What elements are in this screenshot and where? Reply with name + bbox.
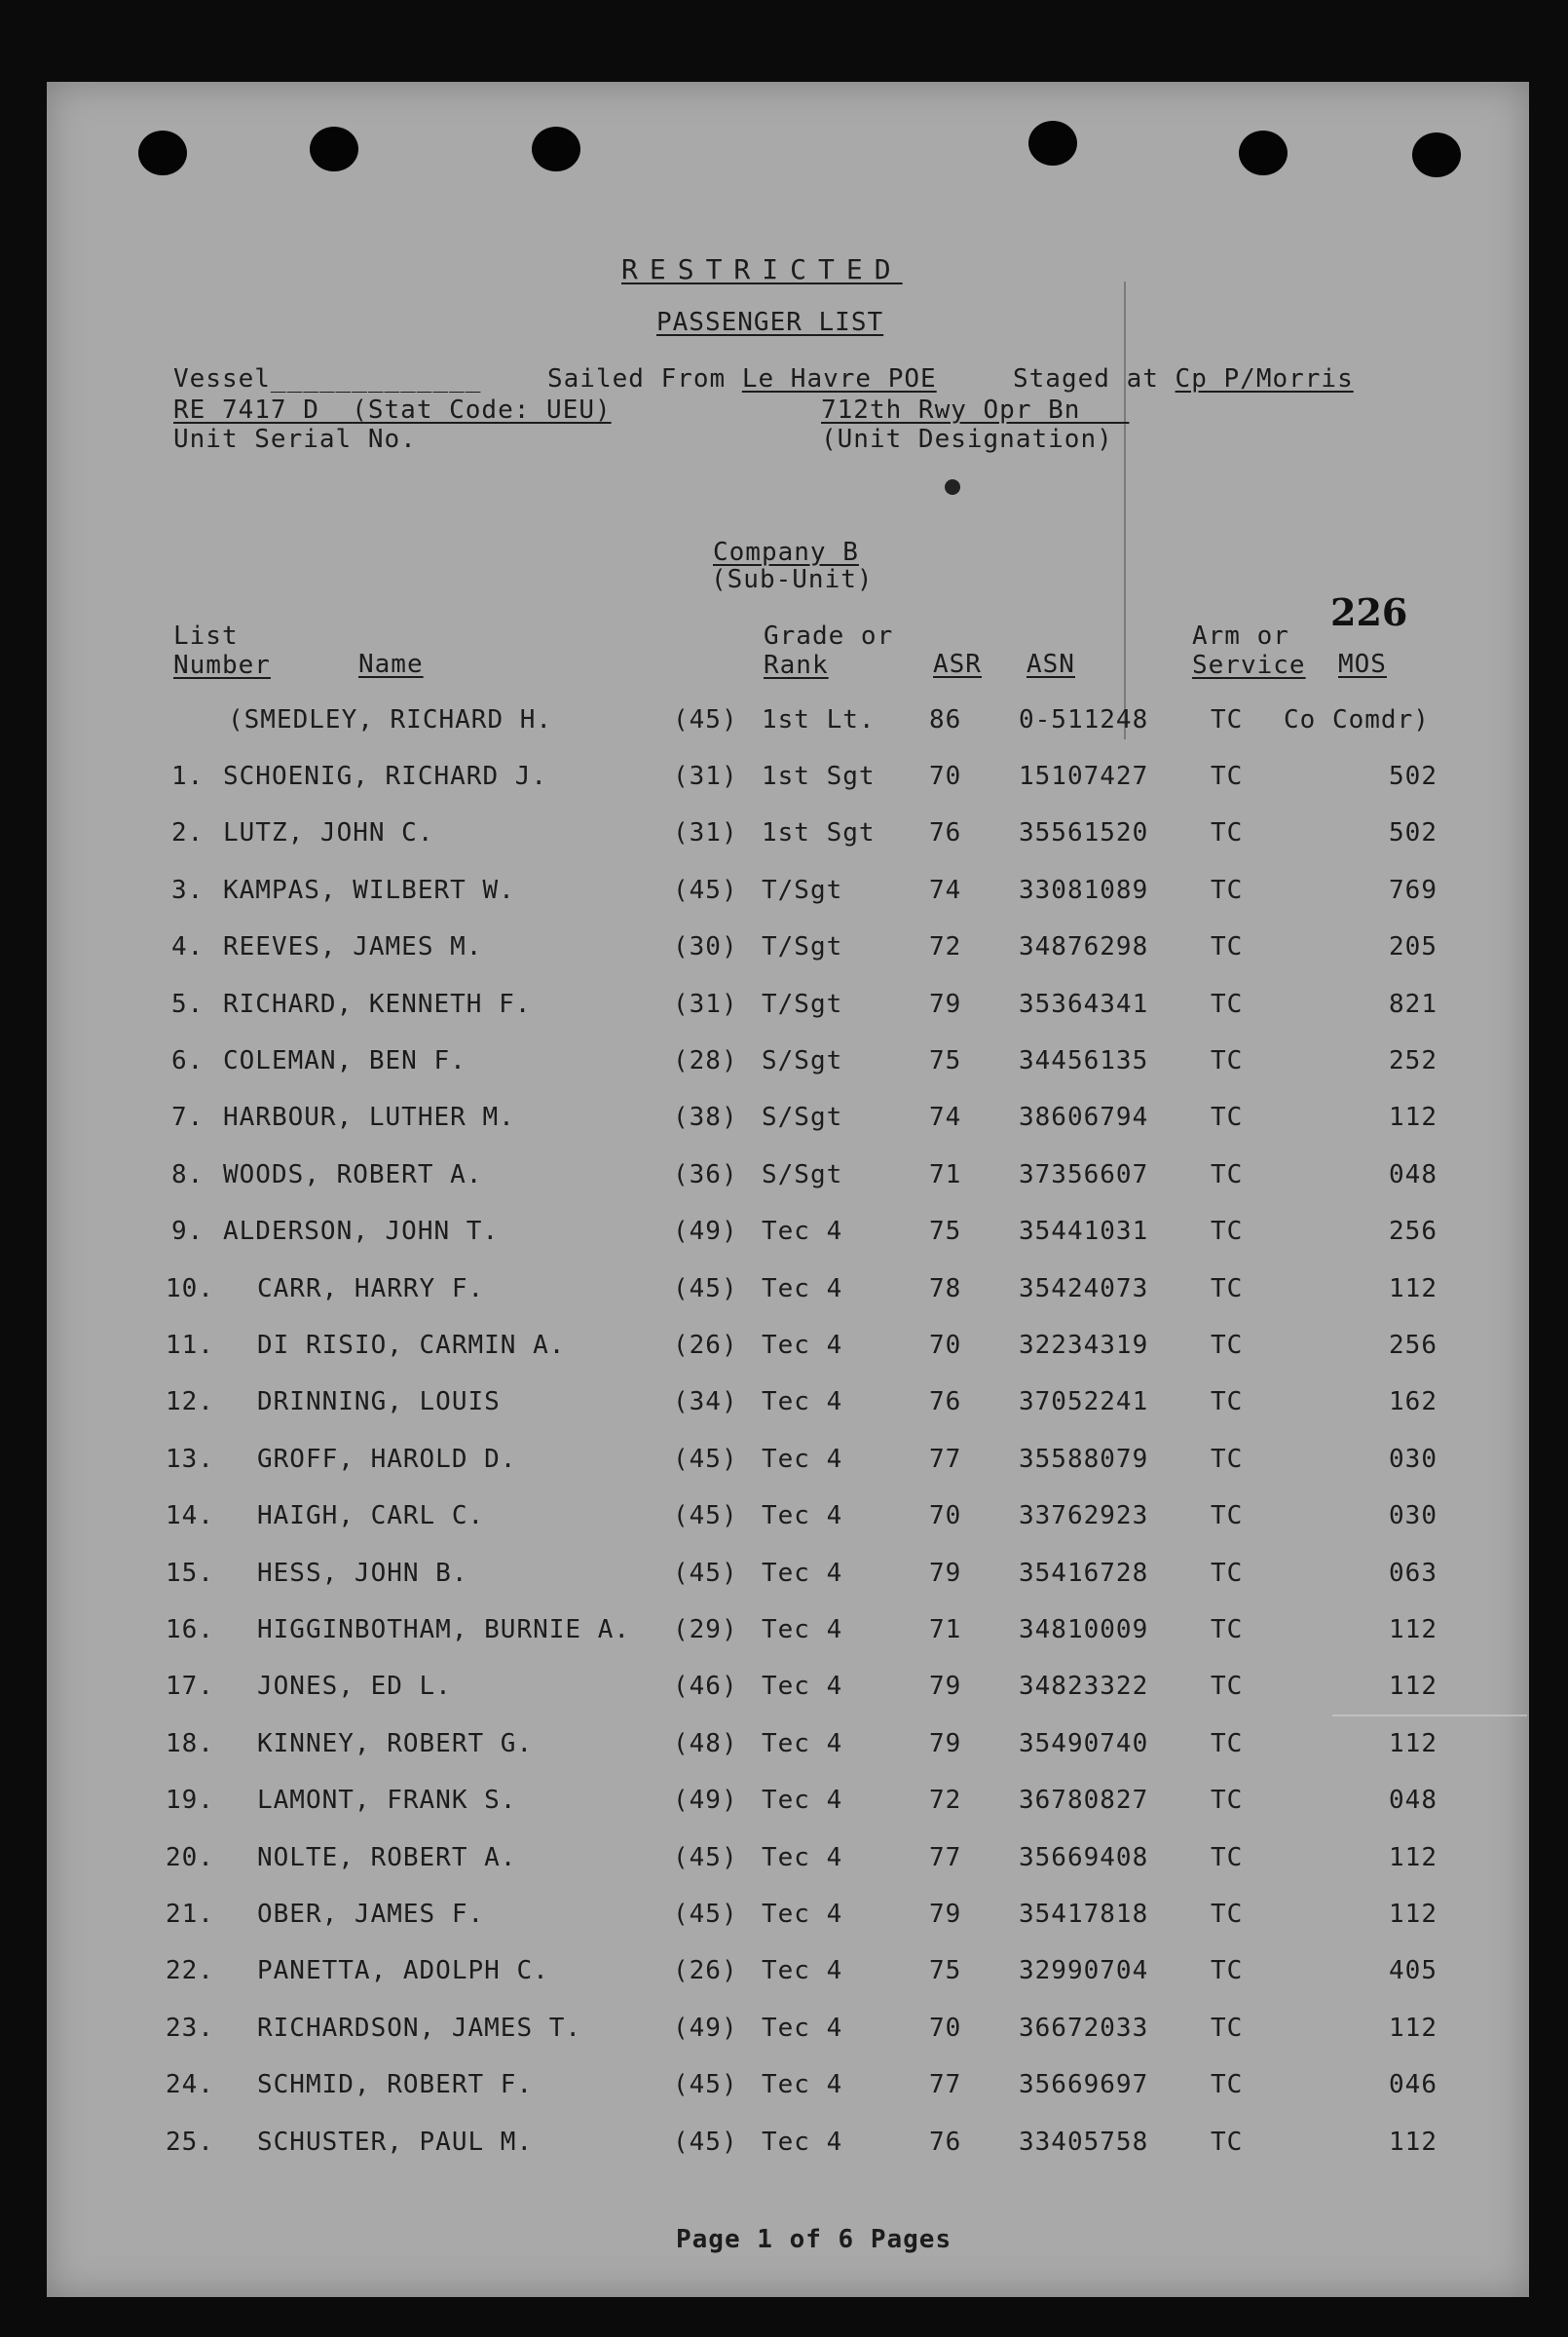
table-row bbox=[47, 1956, 1529, 1995]
row-grade: Tec 4 bbox=[762, 1331, 843, 1360]
row-asr: 78 bbox=[929, 1274, 962, 1303]
row-arm: TC bbox=[1211, 1900, 1244, 1929]
row-asr: 75 bbox=[929, 1956, 962, 1985]
row-name: LUTZ, JOHN C. bbox=[223, 818, 434, 848]
row-age: (49) bbox=[673, 2014, 738, 2043]
row-asn: 34823322 bbox=[1019, 1672, 1149, 1701]
row-arm: TC bbox=[1211, 1331, 1244, 1360]
punch-hole-5 bbox=[1239, 131, 1288, 175]
row-num: 23. bbox=[166, 2014, 214, 2043]
row-grade: Tec 4 bbox=[762, 1501, 843, 1530]
row-arm: TC bbox=[1211, 1672, 1244, 1701]
unit-designation-value: 712th Rwy Opr Bn___ bbox=[821, 396, 1130, 425]
row-asr: 76 bbox=[929, 2128, 962, 2157]
stamp-number: 226 bbox=[1330, 590, 1408, 634]
row-mos: 405 bbox=[1389, 1956, 1437, 1985]
col-list-number: List Number bbox=[173, 622, 271, 680]
row-grade: Tec 4 bbox=[762, 1615, 843, 1644]
table-row bbox=[47, 876, 1529, 915]
row-asn: 35669408 bbox=[1019, 1843, 1149, 1872]
col-asn: ASN bbox=[1027, 650, 1075, 679]
row-grade: 1st Lt. bbox=[762, 705, 876, 735]
table-row bbox=[47, 2014, 1529, 2053]
row-grade: Tec 4 bbox=[762, 2128, 843, 2157]
row-asn: 33405758 bbox=[1019, 2128, 1149, 2157]
row-name: KINNEY, ROBERT G. bbox=[257, 1729, 534, 1758]
document-subtitle: PASSENGER LIST bbox=[656, 308, 884, 337]
row-name: CARR, HARRY F. bbox=[257, 1274, 485, 1303]
row-asn: 35490740 bbox=[1019, 1729, 1149, 1758]
unit-serial-label: Unit Serial No. bbox=[173, 425, 417, 454]
row-grade: T/Sgt bbox=[762, 932, 843, 961]
punch-hole-3 bbox=[532, 127, 580, 171]
row-asn: 36672033 bbox=[1019, 2014, 1149, 2043]
row-mos: 821 bbox=[1389, 990, 1437, 1019]
table-row bbox=[47, 818, 1529, 857]
row-arm: TC bbox=[1211, 990, 1244, 1019]
row-grade: Tec 4 bbox=[762, 1217, 843, 1246]
row-num: 13. bbox=[166, 1445, 214, 1474]
row-num: 4. bbox=[171, 932, 205, 961]
row-mos: 112 bbox=[1389, 2014, 1437, 2043]
row-num: 6. bbox=[171, 1046, 205, 1075]
row-num: 10. bbox=[166, 1274, 214, 1303]
row-arm: TC bbox=[1211, 1274, 1244, 1303]
row-grade: Tec 4 bbox=[762, 1900, 843, 1929]
row-age: (31) bbox=[673, 762, 738, 791]
row-mos: 769 bbox=[1389, 876, 1437, 905]
row-age: (45) bbox=[673, 1274, 738, 1303]
row-grade: Tec 4 bbox=[762, 2014, 843, 2043]
row-asn: 33762923 bbox=[1019, 1501, 1149, 1530]
row-grade: Tec 4 bbox=[762, 1445, 843, 1474]
row-num: 25. bbox=[166, 2128, 214, 2157]
punch-hole-6 bbox=[1412, 132, 1461, 177]
row-age: (45) bbox=[673, 1501, 738, 1530]
fold-crease-horizontal bbox=[1332, 1715, 1527, 1716]
row-name: DRINNING, LOUIS bbox=[257, 1387, 501, 1416]
row-asr: 70 bbox=[929, 1331, 962, 1360]
row-asr: 70 bbox=[929, 762, 962, 791]
row-mos: 112 bbox=[1389, 1672, 1437, 1701]
row-asn: 15107427 bbox=[1019, 762, 1149, 791]
table-row bbox=[47, 1217, 1529, 1256]
row-asn: 33081089 bbox=[1019, 876, 1149, 905]
row-grade: Tec 4 bbox=[762, 1274, 843, 1303]
row-asr: 79 bbox=[929, 1672, 962, 1701]
row-arm: TC bbox=[1211, 1501, 1244, 1530]
punch-hole-1 bbox=[138, 131, 187, 175]
row-asn: 35424073 bbox=[1019, 1274, 1149, 1303]
col-name: Name bbox=[358, 650, 424, 679]
table-row bbox=[47, 1501, 1529, 1540]
row-arm: TC bbox=[1211, 1729, 1244, 1758]
row-arm: TC bbox=[1211, 1843, 1244, 1872]
row-mos: 030 bbox=[1389, 1501, 1437, 1530]
row-name: HIGGINBOTHAM, BURNIE A. bbox=[257, 1615, 631, 1644]
row-name: LAMONT, FRANK S. bbox=[257, 1786, 517, 1815]
row-asn: 35416728 bbox=[1019, 1559, 1149, 1588]
row-age: (26) bbox=[673, 1331, 738, 1360]
row-asn: 32990704 bbox=[1019, 1956, 1149, 1985]
row-grade: Tec 4 bbox=[762, 1956, 843, 1985]
row-grade: S/Sgt bbox=[762, 1046, 843, 1075]
table-row bbox=[47, 1387, 1529, 1426]
table-row bbox=[47, 1046, 1529, 1085]
row-name: (SMEDLEY, RICHARD H. bbox=[228, 705, 553, 735]
row-num: 21. bbox=[166, 1900, 214, 1929]
col-asr: ASR bbox=[933, 650, 982, 679]
row-mos: 162 bbox=[1389, 1387, 1437, 1416]
row-asn: 38606794 bbox=[1019, 1103, 1149, 1132]
row-age: (34) bbox=[673, 1387, 738, 1416]
row-arm: TC bbox=[1211, 762, 1244, 791]
row-arm: TC bbox=[1211, 932, 1244, 961]
ink-dot bbox=[945, 479, 960, 495]
row-asn: 35364341 bbox=[1019, 990, 1149, 1019]
row-mos: 256 bbox=[1389, 1217, 1437, 1246]
row-asr: 72 bbox=[929, 1786, 962, 1815]
row-num: 8. bbox=[171, 1160, 205, 1189]
row-grade: Tec 4 bbox=[762, 1672, 843, 1701]
row-num: 15. bbox=[166, 1559, 214, 1588]
row-age: (48) bbox=[673, 1729, 738, 1758]
row-age: (30) bbox=[673, 932, 738, 961]
row-arm: TC bbox=[1211, 1217, 1244, 1246]
row-grade: Tec 4 bbox=[762, 1786, 843, 1815]
row-grade: S/Sgt bbox=[762, 1103, 843, 1132]
col-grade: Grade or Rank bbox=[764, 622, 894, 680]
row-num: 18. bbox=[166, 1729, 214, 1758]
row-mos: 112 bbox=[1389, 1729, 1437, 1758]
row-num: 19. bbox=[166, 1786, 214, 1815]
row-asn: 35669697 bbox=[1019, 2070, 1149, 2099]
row-age: (31) bbox=[673, 818, 738, 848]
row-arm: TC bbox=[1211, 818, 1244, 848]
row-num: 3. bbox=[171, 876, 205, 905]
row-arm: TC bbox=[1211, 1956, 1244, 1985]
row-num: 20. bbox=[166, 1843, 214, 1872]
row-asr: 75 bbox=[929, 1217, 962, 1246]
row-mos: 205 bbox=[1389, 932, 1437, 961]
row-asn: 35417818 bbox=[1019, 1900, 1149, 1929]
vessel-label: Vessel_____________ bbox=[173, 364, 482, 394]
row-age: (45) bbox=[673, 705, 738, 735]
table-row bbox=[47, 932, 1529, 971]
col-arm-service: Arm or Service bbox=[1192, 622, 1306, 680]
row-arm: TC bbox=[1211, 2128, 1244, 2157]
row-mos: 502 bbox=[1389, 818, 1437, 848]
row-mos: 112 bbox=[1389, 1615, 1437, 1644]
row-mos: 048 bbox=[1389, 1786, 1437, 1815]
row-asn: 35441031 bbox=[1019, 1217, 1149, 1246]
row-asr: 71 bbox=[929, 1160, 962, 1189]
row-asn: 32234319 bbox=[1019, 1331, 1149, 1360]
punch-hole-2 bbox=[310, 127, 358, 171]
row-mos: 502 bbox=[1389, 762, 1437, 791]
table-row bbox=[47, 1729, 1529, 1768]
row-age: (36) bbox=[673, 1160, 738, 1189]
row-grade: 1st Sgt bbox=[762, 818, 876, 848]
row-asn: 36780827 bbox=[1019, 1786, 1149, 1815]
table-row bbox=[47, 1786, 1529, 1825]
row-name: SCHUSTER, PAUL M. bbox=[257, 2128, 534, 2157]
table-row bbox=[47, 990, 1529, 1029]
row-age: (45) bbox=[673, 1445, 738, 1474]
row-num: 5. bbox=[171, 990, 205, 1019]
row-asr: 76 bbox=[929, 818, 962, 848]
row-age: (45) bbox=[673, 876, 738, 905]
document-title: RESTRICTED bbox=[621, 253, 903, 285]
sub-unit-label: (Sub-Unit) bbox=[711, 565, 874, 594]
table-row bbox=[47, 1331, 1529, 1370]
row-arm: TC bbox=[1211, 705, 1244, 735]
row-arm: TC bbox=[1211, 1046, 1244, 1075]
page-indicator: Page 1 of 6 Pages bbox=[676, 2225, 952, 2254]
row-asr: 70 bbox=[929, 2014, 962, 2043]
row-asr: 79 bbox=[929, 1900, 962, 1929]
row-age: (46) bbox=[673, 1672, 738, 1701]
row-name: DI RISIO, CARMIN A. bbox=[257, 1331, 566, 1360]
row-asr: 79 bbox=[929, 1559, 962, 1588]
table-row bbox=[47, 2070, 1529, 2109]
row-num: 22. bbox=[166, 1956, 214, 1985]
row-arm: TC bbox=[1211, 2014, 1244, 2043]
row-num: 16. bbox=[166, 1615, 214, 1644]
row-asr: 74 bbox=[929, 1103, 962, 1132]
row-num: 7. bbox=[171, 1103, 205, 1132]
row-asr: 76 bbox=[929, 1387, 962, 1416]
row-name: JONES, ED L. bbox=[257, 1672, 452, 1701]
row-mos: 112 bbox=[1389, 1900, 1437, 1929]
row-grade: T/Sgt bbox=[762, 876, 843, 905]
row-grade: Tec 4 bbox=[762, 1387, 843, 1416]
row-arm: TC bbox=[1211, 1559, 1244, 1588]
row-name: KAMPAS, WILBERT W. bbox=[223, 876, 515, 905]
row-mos: 252 bbox=[1389, 1046, 1437, 1075]
row-grade: Tec 4 bbox=[762, 1559, 843, 1588]
row-mos: 112 bbox=[1389, 1103, 1437, 1132]
row-asr: 86 bbox=[929, 705, 962, 735]
row-age: (45) bbox=[673, 1900, 738, 1929]
row-name: COLEMAN, BEN F. bbox=[223, 1046, 467, 1075]
unit-serial-value: RE 7417 D (Stat Code: UEU) bbox=[173, 396, 612, 425]
row-arm: TC bbox=[1211, 2070, 1244, 2099]
row-asr: 71 bbox=[929, 1615, 962, 1644]
row-age: (45) bbox=[673, 1559, 738, 1588]
row-arm: TC bbox=[1211, 1387, 1244, 1416]
row-asr: 74 bbox=[929, 876, 962, 905]
row-arm: TC bbox=[1211, 1103, 1244, 1132]
row-name: HAIGH, CARL C. bbox=[257, 1501, 485, 1530]
table-row bbox=[47, 1160, 1529, 1199]
row-num: 11. bbox=[166, 1331, 214, 1360]
row-mos: 048 bbox=[1389, 1160, 1437, 1189]
row-age: (38) bbox=[673, 1103, 738, 1132]
row-name: HARBOUR, LUTHER M. bbox=[223, 1103, 515, 1132]
row-asr: 72 bbox=[929, 932, 962, 961]
row-grade: 1st Sgt bbox=[762, 762, 876, 791]
row-age: (29) bbox=[673, 1615, 738, 1644]
row-asn: 35588079 bbox=[1019, 1445, 1149, 1474]
table-row bbox=[47, 1843, 1529, 1882]
row-name: SCHOENIG, RICHARD J. bbox=[223, 762, 548, 791]
row-num: 12. bbox=[166, 1387, 214, 1416]
row-name: REEVES, JAMES M. bbox=[223, 932, 483, 961]
row-arm: TC bbox=[1211, 1160, 1244, 1189]
table-row bbox=[47, 2128, 1529, 2167]
row-name: PANETTA, ADOLPH C. bbox=[257, 1956, 549, 1985]
row-name: SCHMID, ROBERT F. bbox=[257, 2070, 534, 2099]
document-page bbox=[47, 82, 1529, 2297]
row-num: 17. bbox=[166, 1672, 214, 1701]
row-num: 24. bbox=[166, 2070, 214, 2099]
row-asr: 75 bbox=[929, 1046, 962, 1075]
row-asn: 34810009 bbox=[1019, 1615, 1149, 1644]
row-asn: 34456135 bbox=[1019, 1046, 1149, 1075]
row-arm: TC bbox=[1211, 1786, 1244, 1815]
row-name: NOLTE, ROBERT A. bbox=[257, 1843, 517, 1872]
row-name: HESS, JOHN B. bbox=[257, 1559, 468, 1588]
row-asr: 77 bbox=[929, 1445, 962, 1474]
sub-unit-value: Company B bbox=[713, 538, 859, 567]
row-age: (45) bbox=[673, 2128, 738, 2157]
row-arm: TC bbox=[1211, 876, 1244, 905]
commander-row bbox=[47, 705, 1529, 744]
row-age: (28) bbox=[673, 1046, 738, 1075]
table-row bbox=[47, 1672, 1529, 1711]
row-num: 2. bbox=[171, 818, 205, 848]
row-name: OBER, JAMES F. bbox=[257, 1900, 485, 1929]
row-name: ALDERSON, JOHN T. bbox=[223, 1217, 500, 1246]
row-mos: Co Comdr) bbox=[1284, 705, 1430, 735]
unit-designation-label: (Unit Designation) bbox=[821, 425, 1113, 454]
row-asr: 79 bbox=[929, 990, 962, 1019]
table-row bbox=[47, 1900, 1529, 1939]
row-name: RICHARD, KENNETH F. bbox=[223, 990, 532, 1019]
row-asn: 35561520 bbox=[1019, 818, 1149, 848]
row-grade: S/Sgt bbox=[762, 1160, 843, 1189]
row-mos: 256 bbox=[1389, 1331, 1437, 1360]
row-asn: 37052241 bbox=[1019, 1387, 1149, 1416]
row-name: WOODS, ROBERT A. bbox=[223, 1160, 483, 1189]
table-row bbox=[47, 1274, 1529, 1313]
row-grade: Tec 4 bbox=[762, 1729, 843, 1758]
row-age: (49) bbox=[673, 1217, 738, 1246]
row-asr: 77 bbox=[929, 2070, 962, 2099]
fold-crease bbox=[1124, 282, 1126, 739]
row-age: (49) bbox=[673, 1786, 738, 1815]
row-grade: Tec 4 bbox=[762, 1843, 843, 1872]
row-asr: 77 bbox=[929, 1843, 962, 1872]
table-row bbox=[47, 762, 1529, 801]
row-mos: 046 bbox=[1389, 2070, 1437, 2099]
row-num: 1. bbox=[171, 762, 205, 791]
row-age: (26) bbox=[673, 1956, 738, 1985]
row-arm: TC bbox=[1211, 1615, 1244, 1644]
row-mos: 063 bbox=[1389, 1559, 1437, 1588]
col-mos: MOS bbox=[1338, 650, 1387, 679]
row-asn: 37356607 bbox=[1019, 1160, 1149, 1189]
row-grade: T/Sgt bbox=[762, 990, 843, 1019]
table-row bbox=[47, 1103, 1529, 1142]
sailed-from: Sailed From Le Havre POE bbox=[547, 364, 937, 394]
punch-hole-4 bbox=[1028, 121, 1077, 166]
row-asr: 79 bbox=[929, 1729, 962, 1758]
row-grade: Tec 4 bbox=[762, 2070, 843, 2099]
row-name: GROFF, HAROLD D. bbox=[257, 1445, 517, 1474]
table-row bbox=[47, 1615, 1529, 1654]
table-row bbox=[47, 1559, 1529, 1598]
row-num: 9. bbox=[171, 1217, 205, 1246]
row-name: RICHARDSON, JAMES T. bbox=[257, 2014, 582, 2043]
row-asn: 0-511248 bbox=[1019, 705, 1149, 735]
row-mos: 030 bbox=[1389, 1445, 1437, 1474]
row-age: (45) bbox=[673, 1843, 738, 1872]
row-asr: 70 bbox=[929, 1501, 962, 1530]
row-num: 14. bbox=[166, 1501, 214, 1530]
row-age: (31) bbox=[673, 990, 738, 1019]
row-asn: 34876298 bbox=[1019, 932, 1149, 961]
row-arm: TC bbox=[1211, 1445, 1244, 1474]
row-mos: 112 bbox=[1389, 2128, 1437, 2157]
row-mos: 112 bbox=[1389, 1843, 1437, 1872]
staged-at: Staged at Cp P/Morris bbox=[1013, 364, 1354, 394]
row-mos: 112 bbox=[1389, 1274, 1437, 1303]
table-row bbox=[47, 1445, 1529, 1484]
row-age: (45) bbox=[673, 2070, 738, 2099]
